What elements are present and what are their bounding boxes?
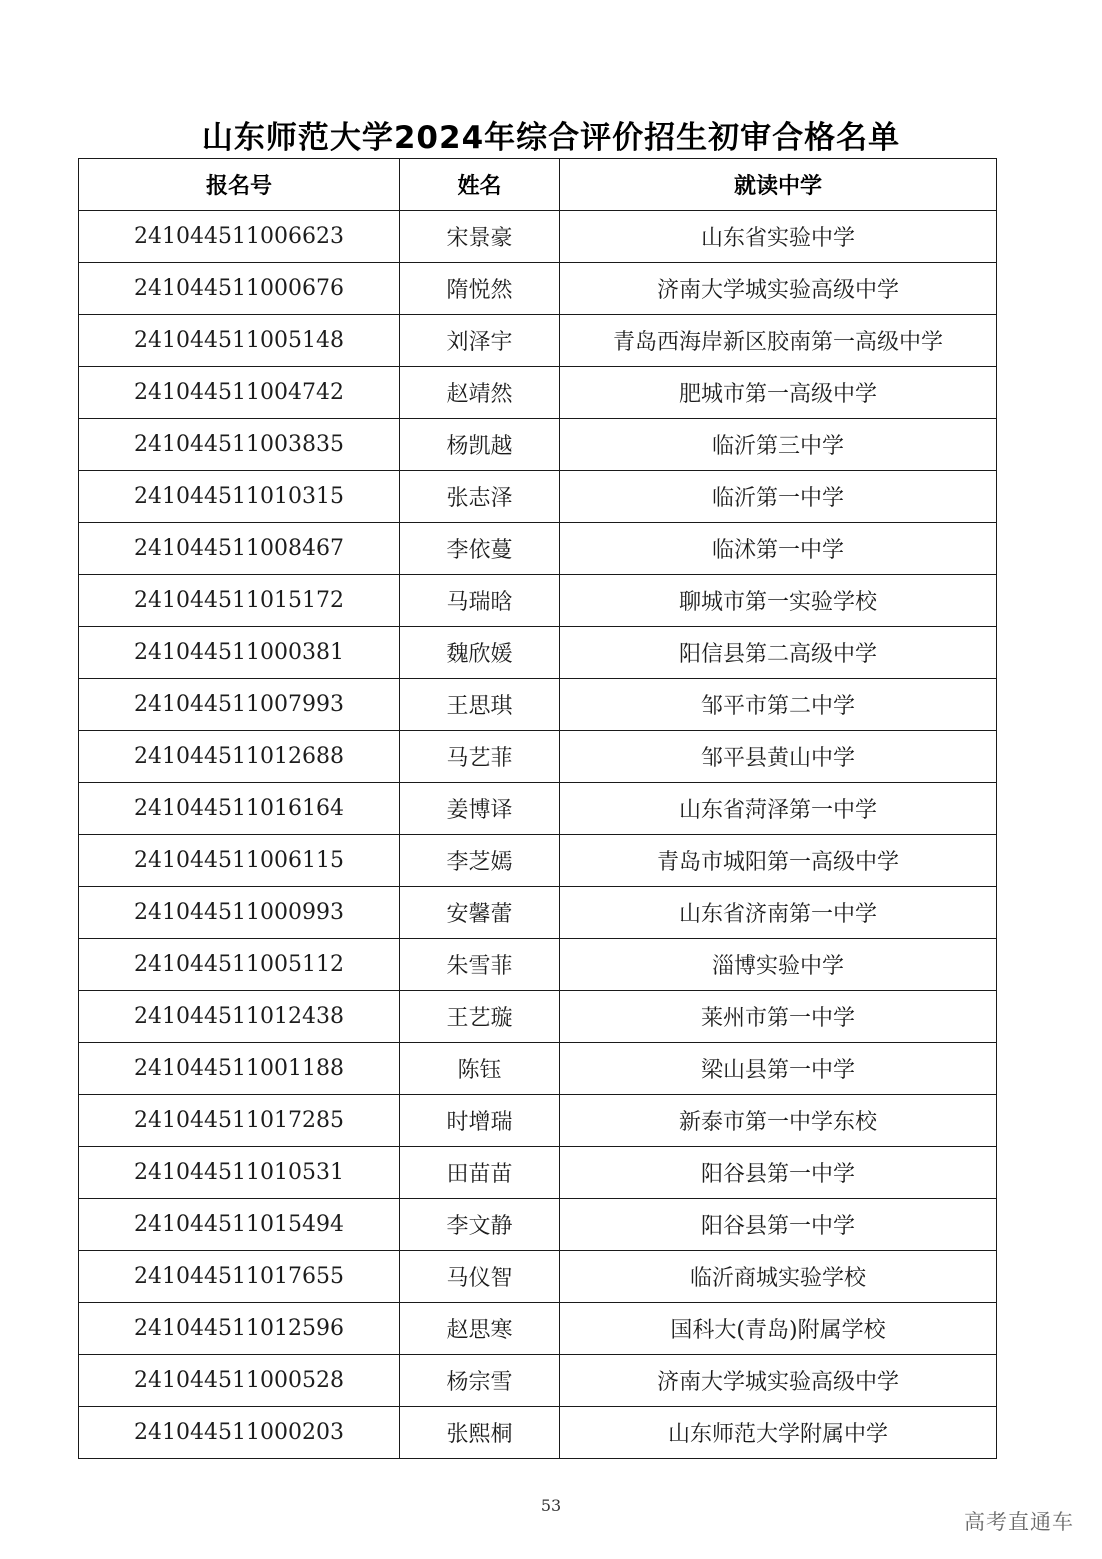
school-cell: 临沭第一中学 [560, 523, 997, 575]
school-cell: 山东师范大学附属中学 [560, 1407, 997, 1459]
student-name-cell: 隋悦然 [400, 263, 560, 315]
document-title: 山东师范大学2024年综合评价招生初审合格名单 [201, 120, 901, 156]
student-name-cell: 安馨蕾 [400, 887, 560, 939]
registration-number-cell: 241044511004742 [79, 367, 400, 419]
registration-number-cell: 241044511000203 [79, 1407, 400, 1459]
table-row [79, 731, 997, 783]
table-row [79, 627, 997, 679]
student-name-cell: 杨凯越 [400, 419, 560, 471]
header-school: 就读中学 [560, 159, 997, 211]
student-name-cell: 王思琪 [400, 679, 560, 731]
table-row [79, 367, 997, 419]
school-cell: 临沂第三中学 [560, 419, 997, 471]
student-name-cell: 马艺菲 [400, 731, 560, 783]
watermark: 高考直通车 [964, 1510, 1074, 1534]
school-cell: 阳谷县第一中学 [560, 1199, 997, 1251]
registration-number-cell: 241044511000528 [79, 1355, 400, 1407]
registration-number-cell: 241044511005148 [79, 315, 400, 367]
school-cell: 邹平市第二中学 [560, 679, 997, 731]
table-header [79, 159, 997, 211]
school-cell: 肥城市第一高级中学 [560, 367, 997, 419]
school-cell: 济南大学城实验高级中学 [560, 263, 997, 315]
student-name-cell: 杨宗雪 [400, 1355, 560, 1407]
table-row [79, 1407, 997, 1459]
registration-number-cell: 241044511007993 [79, 679, 400, 731]
table-row [79, 1147, 997, 1199]
table-row [79, 1199, 997, 1251]
student-name-cell: 朱雪菲 [400, 939, 560, 991]
school-cell: 新泰市第一中学东校 [560, 1095, 997, 1147]
page-number: 53 [540, 1496, 562, 1515]
registration-number-cell: 241044511008467 [79, 523, 400, 575]
table-row [79, 263, 997, 315]
school-cell: 济南大学城实验高级中学 [560, 1355, 997, 1407]
school-cell: 阳信县第二高级中学 [560, 627, 997, 679]
table-row [79, 991, 997, 1043]
student-name-cell: 张熙桐 [400, 1407, 560, 1459]
table-row [79, 471, 997, 523]
school-cell: 聊城市第一实验学校 [560, 575, 997, 627]
table-row [79, 939, 997, 991]
student-name-cell: 赵靖然 [400, 367, 560, 419]
registration-number-cell: 241044511015172 [79, 575, 400, 627]
school-cell: 青岛西海岸新区胶南第一高级中学 [560, 315, 997, 367]
registration-number-cell: 241044511015494 [79, 1199, 400, 1251]
registration-number-cell: 241044511000381 [79, 627, 400, 679]
table-row [79, 783, 997, 835]
table-row [79, 1043, 997, 1095]
student-name-cell: 田苗苗 [400, 1147, 560, 1199]
registration-number-cell: 241044511012596 [79, 1303, 400, 1355]
registration-number-cell: 241044511006115 [79, 835, 400, 887]
registration-number-cell: 241044511017655 [79, 1251, 400, 1303]
header-row [79, 159, 997, 211]
school-cell: 临沂商城实验学校 [560, 1251, 997, 1303]
table-row [79, 523, 997, 575]
registration-number-cell: 241044511005112 [79, 939, 400, 991]
header-registration-number: 报名号 [79, 159, 400, 211]
school-cell: 山东省菏泽第一中学 [560, 783, 997, 835]
table-row [79, 1355, 997, 1407]
student-name-cell: 时增瑞 [400, 1095, 560, 1147]
table-row [79, 211, 997, 263]
school-cell: 山东省实验中学 [560, 211, 997, 263]
table-row [79, 575, 997, 627]
admission-list-table [78, 158, 997, 1459]
registration-number-cell: 241044511006623 [79, 211, 400, 263]
school-cell: 青岛市城阳第一高级中学 [560, 835, 997, 887]
school-cell: 淄博实验中学 [560, 939, 997, 991]
school-cell: 山东省济南第一中学 [560, 887, 997, 939]
registration-number-cell: 241044511000993 [79, 887, 400, 939]
school-cell: 阳谷县第一中学 [560, 1147, 997, 1199]
student-name-cell: 赵思寒 [400, 1303, 560, 1355]
school-cell: 梁山县第一中学 [560, 1043, 997, 1095]
registration-number-cell: 241044511000676 [79, 263, 400, 315]
student-name-cell: 马瑞晗 [400, 575, 560, 627]
school-cell: 临沂第一中学 [560, 471, 997, 523]
student-name-cell: 李依蔓 [400, 523, 560, 575]
table-row [79, 419, 997, 471]
student-name-cell: 王艺璇 [400, 991, 560, 1043]
registration-number-cell: 241044511010531 [79, 1147, 400, 1199]
student-name-cell: 张志泽 [400, 471, 560, 523]
student-name-cell: 李文静 [400, 1199, 560, 1251]
student-name-cell: 姜博译 [400, 783, 560, 835]
registration-number-cell: 241044511017285 [79, 1095, 400, 1147]
student-name-cell: 马仪智 [400, 1251, 560, 1303]
table-row [79, 835, 997, 887]
school-cell: 邹平县黄山中学 [560, 731, 997, 783]
table-row [79, 1251, 997, 1303]
school-cell: 莱州市第一中学 [560, 991, 997, 1043]
table-row [79, 1303, 997, 1355]
header-name: 姓名 [400, 159, 560, 211]
student-name-cell: 刘泽宇 [400, 315, 560, 367]
registration-number-cell: 241044511012438 [79, 991, 400, 1043]
student-name-cell: 李芝嫣 [400, 835, 560, 887]
registration-number-cell: 241044511003835 [79, 419, 400, 471]
registration-number-cell: 241044511016164 [79, 783, 400, 835]
registration-number-cell: 241044511001188 [79, 1043, 400, 1095]
student-name-cell: 陈钰 [400, 1043, 560, 1095]
student-name-cell: 魏欣媛 [400, 627, 560, 679]
table-row [79, 887, 997, 939]
school-cell: 国科大(青岛)附属学校 [560, 1303, 997, 1355]
table-row [79, 679, 997, 731]
table-row [79, 1095, 997, 1147]
table-body [79, 211, 997, 1459]
student-name-cell: 宋景豪 [400, 211, 560, 263]
registration-number-cell: 241044511012688 [79, 731, 400, 783]
table-row [79, 315, 997, 367]
registration-number-cell: 241044511010315 [79, 471, 400, 523]
